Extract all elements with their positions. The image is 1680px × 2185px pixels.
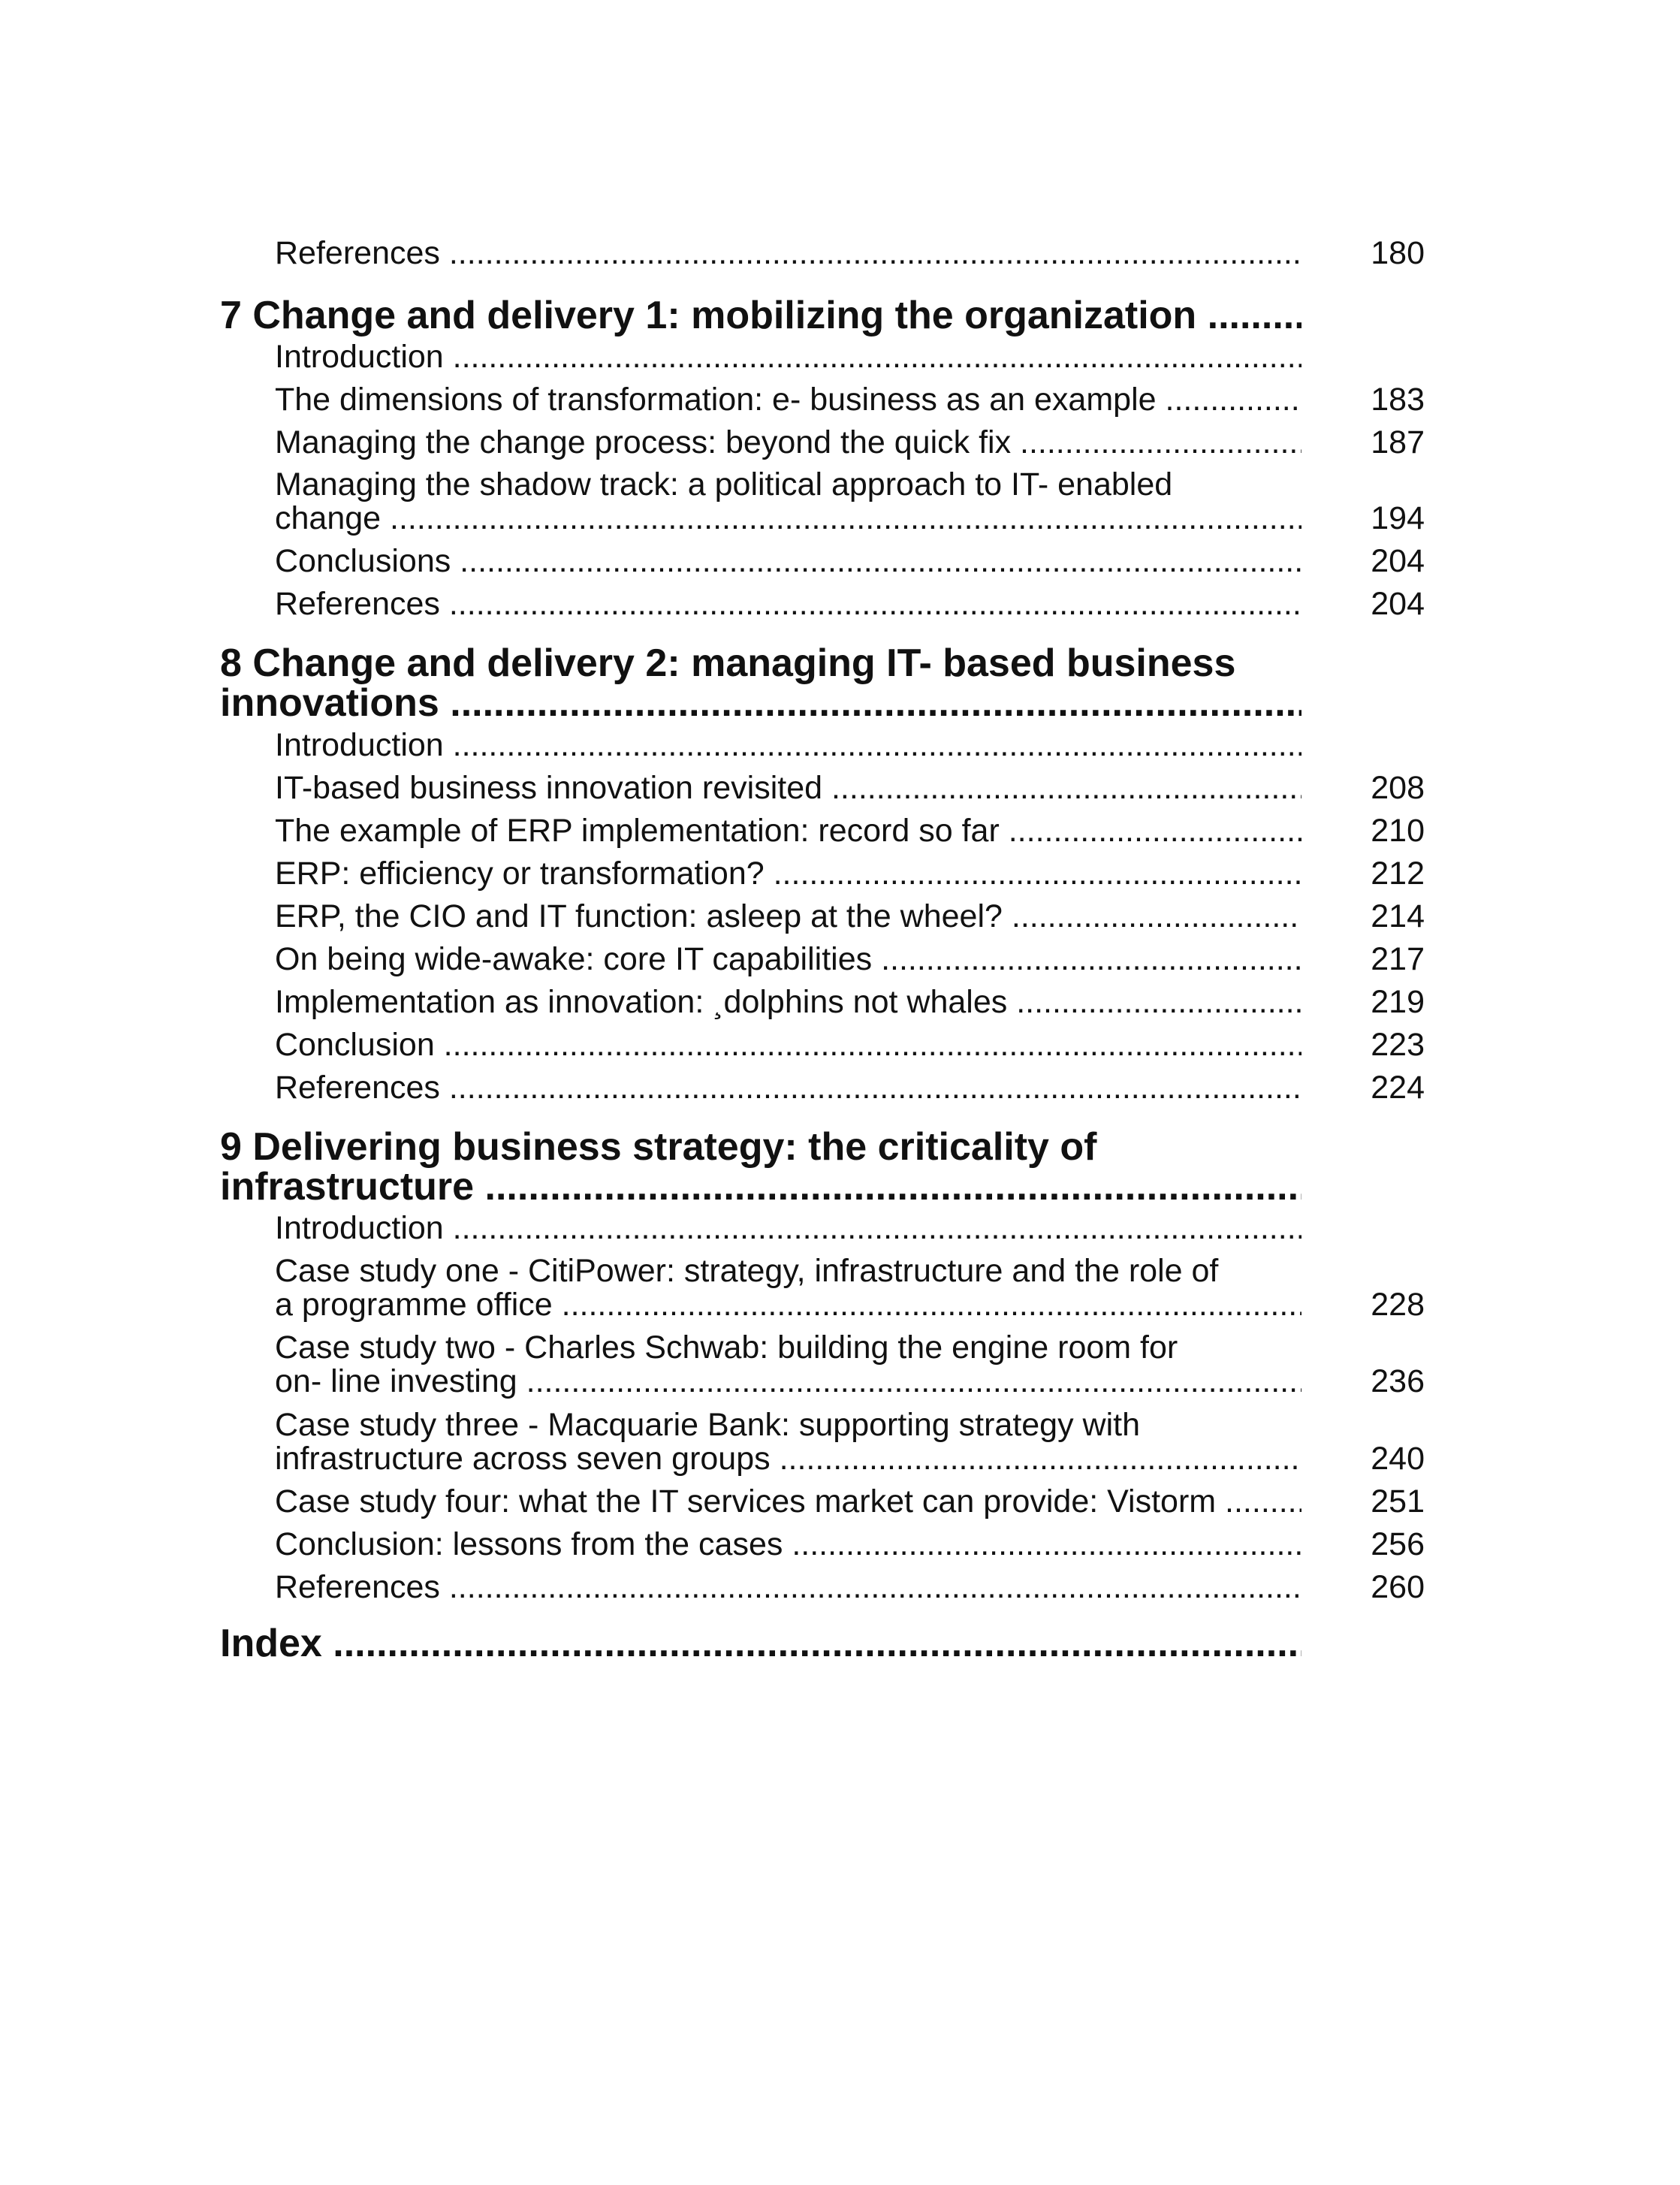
entry-title: Case study two - Charles Schwab: building the engine room for [275,1329,1178,1366]
entry-title: The dimensions of transformation: e- business as an example ..... [275,382,1301,418]
toc-entry [275,1069,1301,1106]
entry-title: Case study four: what the IT services market can provide: Vistorm ..... [275,1483,1301,1520]
entry-title: infrastructure across seven groups ..... [275,1441,1301,1477]
entry-title: References ..... [275,1070,1301,1106]
entry-title: ERP: efficiency or transformation? ..... [275,856,1301,892]
toc-entry [275,466,1301,503]
page-number: 194 [1371,500,1425,536]
toc-entry [275,1286,1301,1323]
toc-chapter-heading [220,1166,1301,1208]
toc-entry [275,542,1301,580]
entry-title: Conclusions ..... [275,543,1301,579]
page-number: 208 [1371,770,1425,806]
entry-title: Introduction ..... [275,339,1301,375]
entry-title: Managing the change process: beyond the quick fix ..... [275,424,1301,460]
entry-title: on- line investing ..... [275,1363,1301,1399]
toc-entry [275,1526,1301,1563]
page-number: 212 [1371,856,1425,892]
toc-entry [275,1252,1301,1290]
toc-entry [275,1026,1301,1064]
entry-title: Introduction ..... [275,1210,1301,1246]
toc-entry [275,585,1301,623]
toc-chapter-heading [220,682,1301,724]
toc-entry [275,234,1301,272]
chapter-title: 9 Delivering business strategy: the criticality of [220,1126,1097,1168]
page-number: 251 [1371,1483,1425,1520]
toc-entry [275,1483,1301,1520]
chapter-title: infrastructure ..... [220,1166,1301,1208]
entry-title: Introduction ..... [275,727,1301,763]
page-number: 236 [1371,1363,1425,1399]
toc-entry [275,338,1301,376]
toc-chapter-heading [220,294,1301,337]
page-number: 187 [1371,424,1425,460]
toc-entry [275,940,1301,978]
entry-title: Managing the shadow track: a political approach to IT- enabled [275,466,1173,502]
entry-title: The example of ERP implementation: record so far ..... [275,813,1301,849]
chapter-title: innovations ..... [220,682,1301,724]
page-number: 180 [1371,235,1425,271]
page-number: 210 [1371,813,1425,849]
page-number: 217 [1371,941,1425,977]
toc-entry [275,424,1301,461]
page-number: 256 [1371,1526,1425,1562]
toc-entry [275,1329,1301,1366]
page-number: 224 [1371,1070,1425,1106]
entry-title: IT-based business innovation revisited ..... [275,770,1301,806]
toc-entry [275,855,1301,892]
toc-entry [275,1363,1301,1400]
toc-entry [275,381,1301,418]
chapter-title: 8 Change and delivery 2: managing IT- based business [220,642,1236,684]
toc-chapter-heading [220,1622,1301,1664]
entry-title: change ..... [275,500,1301,536]
entry-title: References ..... [275,586,1301,622]
page-number: 228 [1371,1287,1425,1323]
toc-entry [275,499,1301,537]
chapter-title: 7 Change and delivery 1: mobilizing the organization ..... [220,294,1301,337]
toc-entry [275,726,1301,764]
entry-title: Conclusion ..... [275,1027,1301,1063]
entry-title: On being wide-awake: core IT capabilities ..... [275,941,1301,977]
entry-title: References ..... [275,1569,1301,1605]
chapter-title: Index ..... [220,1622,1301,1664]
toc-entry [275,769,1301,807]
page-number: 204 [1371,586,1425,622]
toc-entry [275,1209,1301,1247]
entry-title: References ..... [275,235,1301,271]
entry-title: Case study three - Macquarie Bank: supporting strategy with [275,1407,1141,1443]
entry-title: Conclusion: lessons from the cases ..... [275,1526,1301,1562]
page-number: 214 [1371,898,1425,934]
toc-entry [275,898,1301,935]
toc-entry [275,1568,1301,1606]
page-number: 223 [1371,1027,1425,1063]
page-number: 240 [1371,1441,1425,1477]
toc-entry [275,1406,1301,1444]
page-number: 183 [1371,382,1425,418]
entry-title: Case study one - CitiPower: strategy, infrastructure and the role of [275,1253,1219,1289]
entry-title: Implementation as innovation: ¸dolphins not whales ..... [275,984,1301,1020]
page-number: 260 [1371,1569,1425,1605]
page-number: 204 [1371,543,1425,579]
entry-title: a programme office ..... [275,1287,1301,1323]
toc-entry [275,983,1301,1021]
toc-chapter-heading [220,642,1301,684]
page-number: 219 [1371,984,1425,1020]
toc-entry [275,1440,1301,1477]
toc-chapter-heading [220,1126,1301,1168]
toc-entry [275,812,1301,850]
entry-title: ERP, the CIO and IT function: asleep at the wheel? ..... [275,898,1301,934]
